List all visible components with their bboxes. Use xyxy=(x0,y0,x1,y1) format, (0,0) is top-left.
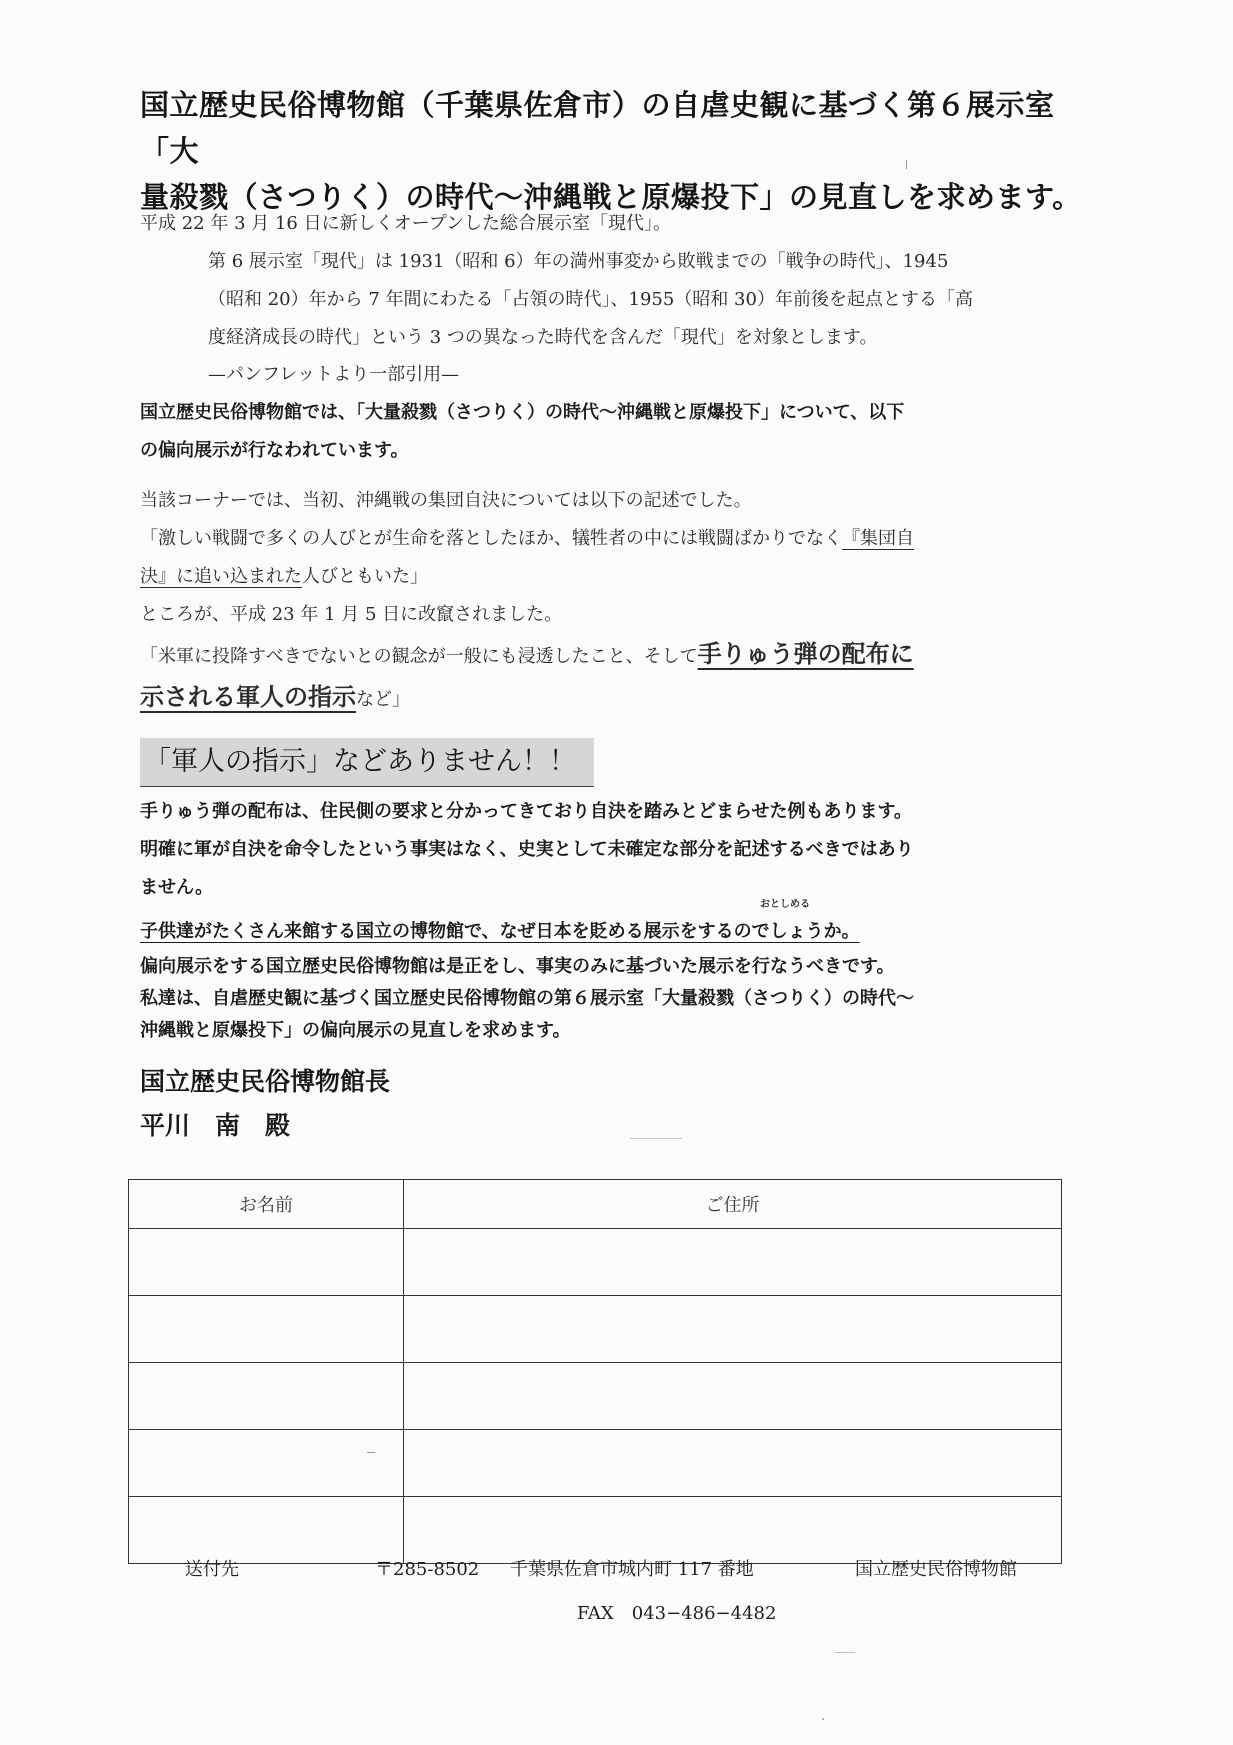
statement-line-1: 国立歴史民俗博物館では、「大量殺戮（さつりく）の時代〜沖縄戦と原爆投下」について、以下 xyxy=(140,402,905,423)
title-line-2: 量殺戮（さつりく）の時代〜沖縄戦と原爆投下」の見直しを求めます。 xyxy=(140,180,1082,214)
footer-address-row xyxy=(140,1555,1100,1593)
pamphlet-quote-line-2: （昭和 20）年から 7 年間にわたる「占領の時代」、1955（昭和 30）年前後を起点とする「高 xyxy=(208,289,973,310)
signature-row xyxy=(129,1497,1062,1564)
name-cell[interactable] xyxy=(129,1229,404,1296)
name-cell[interactable] xyxy=(129,1363,404,1430)
pamphlet-quote-line-1: 第 6 展示室「現代」は 1931（昭和 6）年の満州事変から敗戦までの「戦争の時代」、1945 xyxy=(208,251,949,272)
footer-fax: FAX 043−486−4482 xyxy=(577,1603,777,1624)
argument-line-6: 私達は、自虐歴史観に基づく国立歴史民俗博物館の第６展示室「大量殺戮（さつりく）の時代〜 xyxy=(140,988,914,1009)
document-title xyxy=(140,82,1100,220)
revised-text-b: 手りゅう弾の配布に xyxy=(697,640,914,668)
revised-text-line-1 xyxy=(140,634,1085,677)
original-text-c: 決』に追い込まれた xyxy=(140,566,302,587)
argument-line-2: 明確に軍が自決を命令したという事実はなく、史実として未確定な部分を記述するべきではあり xyxy=(140,839,914,860)
scan-speck xyxy=(906,160,907,169)
footer-address: 千葉県佐倉市城内町 117 番地 xyxy=(510,1559,754,1580)
scan-speck xyxy=(630,1138,682,1139)
address-cell[interactable] xyxy=(404,1229,1062,1296)
original-text-b: 『集団自 xyxy=(842,528,914,549)
header-name: お名前 xyxy=(129,1180,404,1229)
revision-note: ところが、平成 23 年 1 月 5 日に改竄されました。 xyxy=(140,604,563,625)
argument-underlined-text: 子供達がたくさん来館する国立の博物館で、なぜ日本を貶める展示をするのでしょうか。 xyxy=(140,921,860,942)
addressee-block xyxy=(140,1060,390,1148)
address-cell[interactable] xyxy=(404,1296,1062,1363)
ruby-reading: おとしめる xyxy=(760,899,810,910)
argument-line-1: 手りゅう弾の配布は、住民側の要求と分かってきており自決を踏みとどまらせた例もあります。 xyxy=(140,801,913,822)
argument-line-7: 沖縄戦と原爆投下」の偏向展示の見直しを求めます。 xyxy=(140,1020,571,1041)
send-to-footer xyxy=(140,1555,1100,1637)
intro-opening: 平成 22 年 3 月 16 日に新しくオープンした総合展示室「現代」。 xyxy=(140,213,671,234)
signature-row xyxy=(129,1229,1062,1296)
signature-row xyxy=(129,1363,1062,1430)
footer-recipient: 国立歴史民俗博物館 xyxy=(855,1559,1017,1580)
address-cell[interactable] xyxy=(404,1497,1062,1564)
original-text-a: 「激しい戦闘で多くの人びとが生命を落としたほか、犠牲者の中には戦闘ばかりでなく xyxy=(140,528,842,549)
name-cell[interactable] xyxy=(129,1430,404,1497)
footer-postal: 〒285-8502 xyxy=(375,1559,480,1580)
address-cell[interactable] xyxy=(404,1363,1062,1430)
scan-speck xyxy=(367,1452,375,1453)
name-cell[interactable] xyxy=(129,1497,404,1564)
pamphlet-quote-line-3: 度経済成長の時代」という 3 つの異なった時代を含んだ「現代」を対象とします。 xyxy=(208,327,878,348)
signature-table xyxy=(128,1179,1062,1564)
revised-text-line-2 xyxy=(140,677,1085,720)
signature-row xyxy=(129,1296,1062,1363)
revised-text-c: 示される軍人の指示 xyxy=(140,683,356,711)
original-text-d: 人びともいた」 xyxy=(302,566,428,587)
headline-banner: 「軍人の指示」などありません！！ xyxy=(140,738,594,787)
header-address: ご住所 xyxy=(404,1180,1062,1229)
revised-text-d: など」 xyxy=(356,689,410,710)
revised-text-a: 「米軍に投降すべきでないとの観念が一般にも浸透したこと、そして xyxy=(140,646,698,667)
name-cell[interactable] xyxy=(129,1296,404,1363)
title-line-1: 国立歴史民俗博物館（千葉県佐倉市）の自虐史観に基づく第６展示室「大 xyxy=(140,88,1055,168)
scan-speck xyxy=(822,1718,824,1720)
addressee-name: 平川 南 殿 xyxy=(140,1111,291,1140)
pamphlet-quote-source: —パンフレットより一部引用— xyxy=(208,364,460,385)
document-body xyxy=(140,205,1085,1047)
signature-row xyxy=(129,1430,1062,1497)
history-intro: 当該コーナーでは、当初、沖縄戦の集団自決については以下の記述でした。 xyxy=(140,490,752,511)
addressee-org: 国立歴史民俗博物館長 xyxy=(140,1067,391,1096)
original-text-line-2 xyxy=(140,558,1085,596)
address-cell[interactable] xyxy=(404,1430,1062,1497)
original-text-line-1 xyxy=(140,520,1085,558)
footer-label: 送付先 xyxy=(185,1559,239,1580)
signature-table-header xyxy=(129,1180,1062,1229)
argument-line-3: ません。 xyxy=(140,877,214,898)
argument-line-5: 偏向展示をする国立歴史民俗博物館は是正をし、事実のみに基づいた展示を行なうべきです。 xyxy=(140,956,895,977)
scan-speck xyxy=(835,1652,855,1653)
argument-underlined xyxy=(140,899,1085,951)
statement-line-2: の偏向展示が行なわれています。 xyxy=(140,440,409,461)
footer-fax-row xyxy=(140,1599,1100,1637)
